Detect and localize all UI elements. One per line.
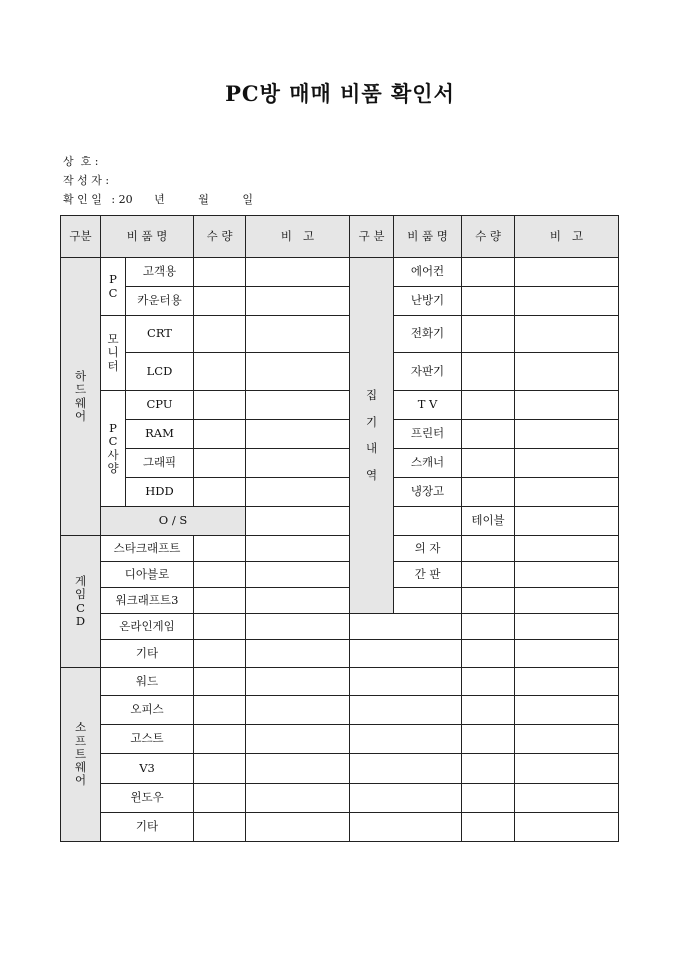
qty-cell[interactable] xyxy=(462,562,515,588)
note-cell[interactable] xyxy=(515,784,619,813)
qty-cell[interactable] xyxy=(194,588,246,614)
header-category: 구분 xyxy=(61,216,101,258)
item-diablo: 디아블로 xyxy=(101,562,194,588)
note-cell[interactable] xyxy=(246,696,350,725)
blank-cell[interactable] xyxy=(350,640,462,668)
qty-cell[interactable] xyxy=(194,754,246,784)
qty-cell[interactable] xyxy=(194,813,246,842)
qty-cell[interactable] xyxy=(194,725,246,754)
item-aircon: 에어컨 xyxy=(394,258,462,287)
item-os: O / S xyxy=(101,507,246,536)
qty-cell[interactable] xyxy=(462,478,515,507)
qty-cell[interactable] xyxy=(194,449,246,478)
item-fridge: 냉장고 xyxy=(394,478,462,507)
item-vending: 자판기 xyxy=(394,353,462,391)
subgroup-monitor: 모 니 터 xyxy=(101,316,126,391)
item-customer: 고객용 xyxy=(126,258,194,287)
item-online-game: 온라인게임 xyxy=(101,614,194,640)
table-row xyxy=(61,696,619,725)
subgroup-pc: P C xyxy=(101,258,126,316)
note-cell[interactable] xyxy=(515,696,619,725)
table-row xyxy=(61,668,619,696)
month-label: 월 xyxy=(198,193,209,206)
note-cell[interactable] xyxy=(515,449,619,478)
note-cell[interactable] xyxy=(515,478,619,507)
qty-cell[interactable] xyxy=(194,353,246,391)
table-row xyxy=(61,507,619,536)
header-category-2: 구 분 xyxy=(350,216,394,258)
table-row xyxy=(61,614,619,640)
qty-cell[interactable] xyxy=(462,668,515,696)
qty-cell[interactable] xyxy=(194,478,246,507)
qty-cell[interactable] xyxy=(462,258,515,287)
table-row xyxy=(61,420,619,449)
note-cell[interactable] xyxy=(246,536,350,562)
item-lcd: LCD xyxy=(126,353,194,391)
qty-cell[interactable] xyxy=(462,420,515,449)
qty-cell[interactable] xyxy=(462,287,515,316)
table-row xyxy=(61,391,619,420)
qty-cell[interactable] xyxy=(462,640,515,668)
blank-cell[interactable] xyxy=(350,813,462,842)
item-sw-other: 기타 xyxy=(101,813,194,842)
author-label: 작 성 자 : xyxy=(63,174,110,187)
qty-cell[interactable] xyxy=(194,668,246,696)
item-game-other: 기타 xyxy=(101,640,194,668)
note-cell[interactable] xyxy=(246,562,350,588)
table-row xyxy=(61,478,619,507)
note-cell[interactable] xyxy=(515,353,619,391)
note-cell[interactable] xyxy=(515,588,619,614)
note-cell[interactable] xyxy=(515,287,619,316)
table-row xyxy=(61,784,619,813)
table-row xyxy=(61,588,619,614)
day-label: 일 xyxy=(242,193,253,206)
note-cell[interactable] xyxy=(246,754,350,784)
item-graphic: 그래픽 xyxy=(126,449,194,478)
note-cell[interactable] xyxy=(246,588,462,614)
company-field xyxy=(63,153,98,169)
note-cell[interactable] xyxy=(515,614,619,640)
note-cell[interactable] xyxy=(246,784,350,813)
item-printer: 프린터 xyxy=(394,420,462,449)
group-software: 소 프 트 웨 어 xyxy=(61,668,101,842)
qty-cell[interactable] xyxy=(194,696,246,725)
qty-cell[interactable] xyxy=(194,614,246,640)
qty-cell[interactable] xyxy=(462,754,515,784)
group-hardware: 하 드 웨 어 xyxy=(61,258,101,536)
group-appliance: 집 기 내 역 xyxy=(350,258,394,614)
table-row xyxy=(61,754,619,784)
note-cell[interactable] xyxy=(246,316,350,353)
item-chair: 의 자 xyxy=(394,536,462,562)
confirm-date-prefix: : 20 xyxy=(111,193,133,206)
header-note: 비 고 xyxy=(246,216,350,258)
qty-cell[interactable] xyxy=(462,391,515,420)
note-cell[interactable] xyxy=(515,754,619,784)
company-label: 상 호 : xyxy=(63,155,99,168)
item-scanner: 스캐너 xyxy=(394,449,462,478)
note-cell[interactable] xyxy=(515,813,619,842)
note-cell[interactable] xyxy=(246,725,350,754)
table-row xyxy=(61,316,619,353)
group-game-cd: 게 임 C D xyxy=(61,536,101,668)
qty-cell[interactable] xyxy=(462,449,515,478)
table-row xyxy=(61,725,619,754)
subgroup-pc-spec: P C 사 양 xyxy=(101,391,126,507)
note-cell[interactable] xyxy=(246,478,350,507)
table-row xyxy=(61,287,619,316)
note-cell[interactable] xyxy=(515,640,619,668)
equipment-table xyxy=(60,215,619,842)
header-item-2: 비 품 명 xyxy=(394,216,462,258)
qty-cell[interactable] xyxy=(194,640,246,668)
author-field xyxy=(63,172,109,188)
header-qty: 수 량 xyxy=(194,216,246,258)
blank-cell[interactable] xyxy=(350,754,462,784)
qty-cell[interactable] xyxy=(194,258,246,287)
qty-cell[interactable] xyxy=(194,316,246,353)
note-cell[interactable] xyxy=(246,668,350,696)
qty-cell[interactable] xyxy=(194,536,246,562)
note-cell[interactable] xyxy=(246,287,350,316)
note-cell[interactable] xyxy=(246,614,350,640)
note-cell[interactable] xyxy=(246,813,350,842)
note-cell[interactable] xyxy=(515,316,619,353)
note-cell[interactable] xyxy=(515,562,619,588)
qty-cell[interactable] xyxy=(194,562,246,588)
table-row xyxy=(61,562,619,588)
item-hdd: HDD xyxy=(126,478,194,507)
item-ram: RAM xyxy=(126,420,194,449)
note-cell[interactable] xyxy=(246,640,350,668)
qty-cell[interactable] xyxy=(194,391,246,420)
table-row xyxy=(61,258,619,287)
note-cell[interactable] xyxy=(515,536,619,562)
blank-cell[interactable] xyxy=(350,725,462,754)
item-tv: T V xyxy=(394,391,462,420)
blank-cell[interactable] xyxy=(350,784,462,813)
qty-cell[interactable] xyxy=(246,507,350,536)
item-sign: 간 판 xyxy=(394,562,462,588)
qty-cell[interactable] xyxy=(462,784,515,813)
confirm-date-label: 확 인 일 xyxy=(63,193,102,206)
document-title: PC방 매매 비품 확인서 xyxy=(225,81,455,106)
note-cell[interactable] xyxy=(246,449,350,478)
item-heater: 난방기 xyxy=(394,287,462,316)
item-warcraft3: 워크래프트3 xyxy=(101,588,194,614)
qty-cell[interactable] xyxy=(462,696,515,725)
qty-cell[interactable] xyxy=(462,316,515,353)
header-row xyxy=(61,216,619,258)
blank-cell[interactable] xyxy=(350,668,462,696)
qty-cell[interactable] xyxy=(462,588,515,614)
header-qty-2: 수 량 xyxy=(462,216,515,258)
note-cell[interactable] xyxy=(515,725,619,754)
item-table: 테이블 xyxy=(462,507,515,536)
item-crt: CRT xyxy=(126,316,194,353)
item-starcraft: 스타크래프트 xyxy=(101,536,194,562)
blank-cell[interactable] xyxy=(350,614,462,640)
item-ghost: 고스트 xyxy=(101,725,194,754)
header-note-2: 비 고 xyxy=(515,216,619,258)
qty-cell[interactable] xyxy=(462,813,515,842)
confirm-date-field xyxy=(63,191,253,207)
year-label: 년 xyxy=(154,193,165,206)
item-phone: 전화기 xyxy=(394,316,462,353)
note-cell[interactable] xyxy=(246,353,350,391)
note-cell[interactable] xyxy=(515,258,619,287)
blank-cell[interactable] xyxy=(350,696,462,725)
table-row xyxy=(61,353,619,391)
qty-cell[interactable] xyxy=(194,287,246,316)
table-row xyxy=(61,449,619,478)
note-cell[interactable] xyxy=(515,420,619,449)
qty-cell[interactable] xyxy=(462,353,515,391)
item-word: 워드 xyxy=(101,668,194,696)
note-cell[interactable] xyxy=(515,668,619,696)
qty-cell[interactable] xyxy=(462,614,515,640)
item-v3: V3 xyxy=(101,754,194,784)
item-office: 오피스 xyxy=(101,696,194,725)
note-cell[interactable] xyxy=(394,507,462,536)
note-cell[interactable] xyxy=(246,391,350,420)
item-cpu: CPU xyxy=(126,391,194,420)
table-row xyxy=(61,640,619,668)
qty-cell[interactable] xyxy=(462,725,515,754)
qty-cell[interactable] xyxy=(194,784,246,813)
header-item: 비 품 명 xyxy=(101,216,194,258)
item-counter: 카운터용 xyxy=(126,287,194,316)
table-row xyxy=(61,813,619,842)
note-cell[interactable] xyxy=(515,391,619,420)
table-row xyxy=(61,536,619,562)
note-cell[interactable] xyxy=(246,258,350,287)
qty-cell[interactable] xyxy=(515,507,619,536)
note-cell[interactable] xyxy=(246,420,350,449)
qty-cell[interactable] xyxy=(194,420,246,449)
item-windows: 윈도우 xyxy=(101,784,194,813)
qty-cell[interactable] xyxy=(462,536,515,562)
